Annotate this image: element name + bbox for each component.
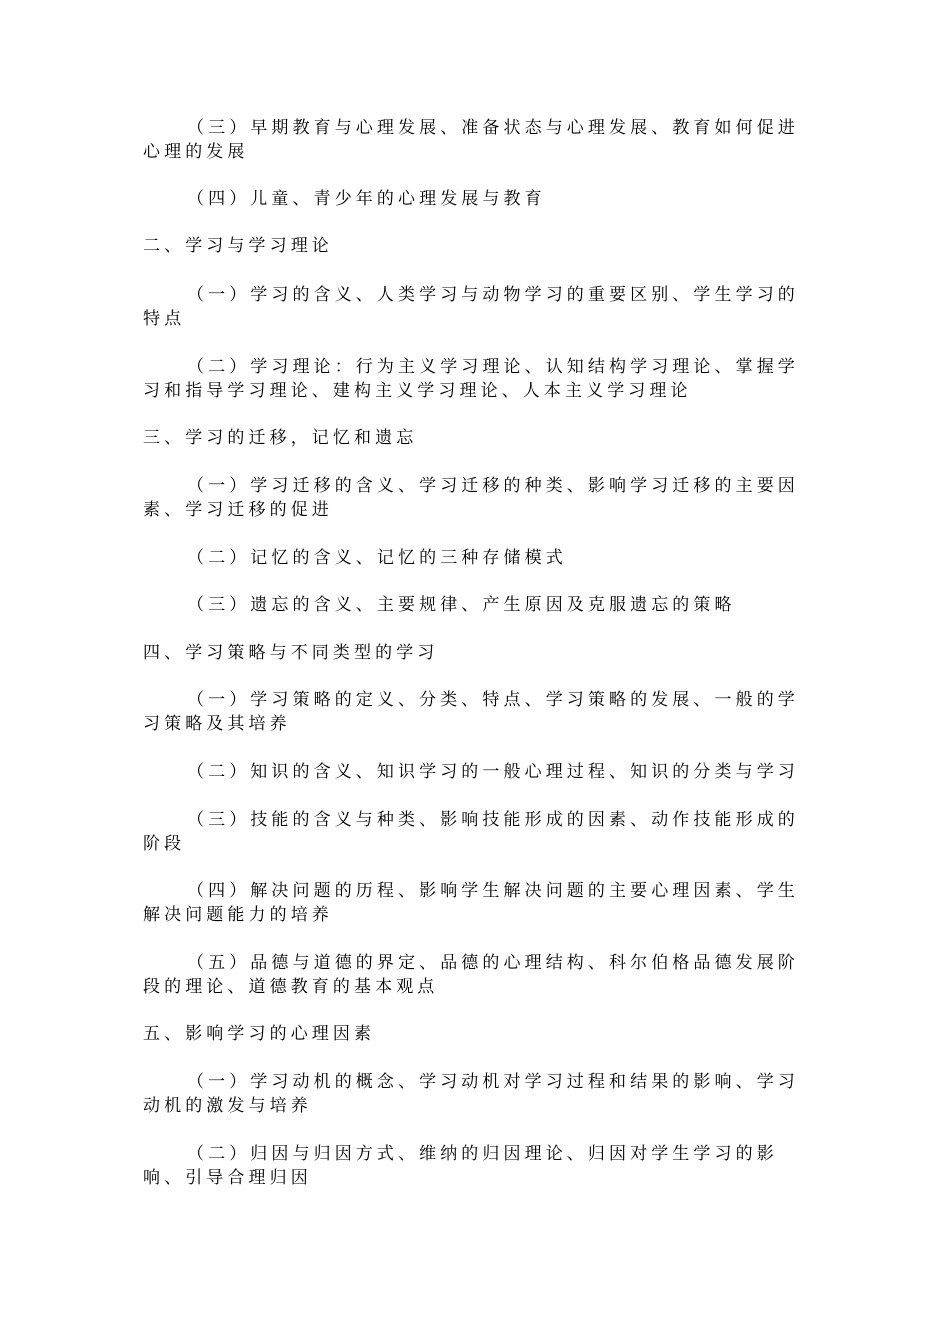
section-heading: 三、学习的迁移，记忆和遗忘: [143, 428, 418, 448]
subsection-paragraph: （一）学习动机的概念、学习动机对学习过程和结果的影响、学习动机的激发与培养: [143, 1072, 799, 1116]
subsection-paragraph: （三）早期教育与心理发展、准备状态与心理发展、教育如何促进心理的发展: [143, 118, 799, 162]
subsection-paragraph: （二）知识的含义、知识学习的一般心理过程、知识的分类与学习: [187, 762, 799, 782]
subsection-paragraph: （一）学习迁移的含义、学习迁移的种类、影响学习迁移的主要因素、学习迁移的促进: [143, 476, 799, 520]
subsection-paragraph: （四）解决问题的历程、影响学生解决问题的主要心理因素、学生解决问题能力的培养: [143, 881, 799, 925]
subsection-paragraph: （一）学习的含义、人类学习与动物学习的重要区别、学生学习的特点: [143, 285, 799, 329]
subsection-paragraph: （五）品德与道德的界定、品德的心理结构、科尔伯格品德发展阶段的理论、道德教育的基本观点: [143, 953, 799, 997]
subsection-paragraph: （一）学习策略的定义、分类、特点、学习策略的发展、一般的学习策略及其培养: [143, 690, 799, 734]
subsection-paragraph: （三）技能的含义与种类、影响技能形成的因素、动作技能形成的阶段: [143, 810, 799, 854]
section-heading: 二、学习与学习理论: [143, 236, 333, 256]
section-heading: 五、影响学习的心理因素: [143, 1024, 376, 1044]
subsection-paragraph: （二）记忆的含义、记忆的三种存储模式: [187, 548, 567, 568]
section-heading: 四、学习策略与不同类型的学习: [143, 643, 439, 663]
subsection-paragraph: （三）遗忘的含义、主要规律、产生原因及克服遗忘的策略: [187, 595, 736, 615]
subsection-paragraph: （二）归因与归因方式、维纳的归因理论、归因对学生学习的影响、引导合理归因: [143, 1144, 778, 1188]
subsection-paragraph: （四）儿童、青少年的心理发展与教育: [187, 189, 546, 209]
subsection-paragraph: （二）学习理论：行为主义学习理论、认知结构学习理论、掌握学习和指导学习理论、建构主义学习理论、人本主义学习理论: [143, 357, 799, 401]
